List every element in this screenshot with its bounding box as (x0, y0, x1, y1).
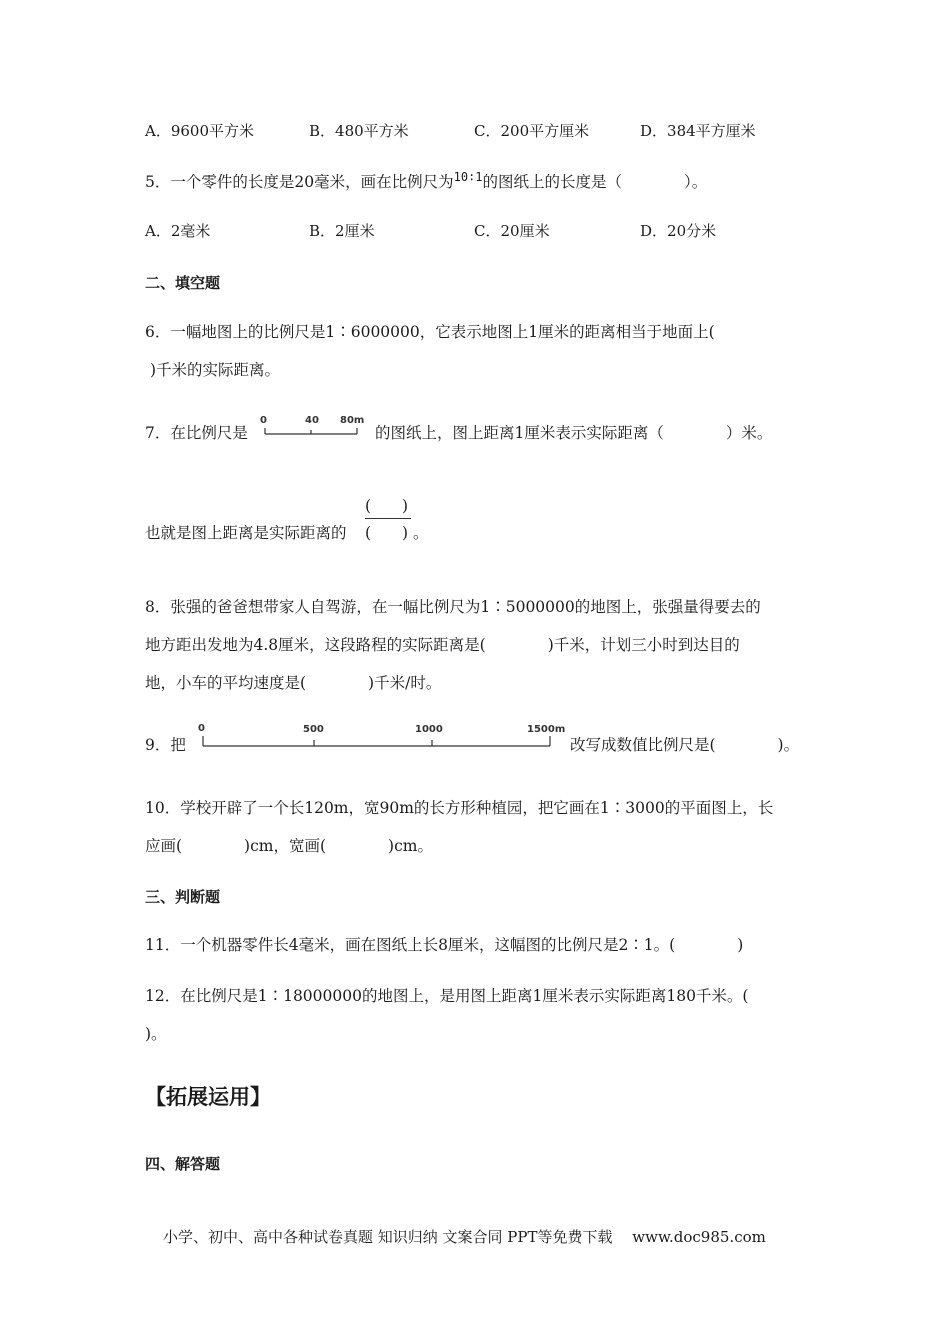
q7-fraction-numerator: ( ) (365, 497, 409, 515)
q7-fraction-denominator: ( ) (365, 524, 409, 542)
q5-ratio: 10∶1 (453, 170, 483, 184)
q6-line-1: 6．一幅地图上的比例尺是1∶6000000，它表示地图上1厘米的距离相当于地面上( (145, 323, 715, 341)
question-5 (145, 172, 707, 193)
section-3-title: 三、判断题 (145, 888, 221, 906)
q7-prefix: 7．在比例尺是 (145, 424, 248, 442)
q4-option-b: B．480平方米 (309, 122, 409, 140)
q9-scale-label-0: 0 (198, 723, 205, 734)
q7-line-2-prefix: 也就是图上距离是实际距离的 (145, 524, 347, 542)
q8-line-1: 8．张强的爸爸想带家人自驾游，在一幅比例尺为1∶5000000的地图上，张强量得要去的 (145, 598, 761, 616)
q5-text-before: 5．一个零件的长度是20毫米，画在比例尺为 (145, 173, 454, 191)
q7-scale-label-80m: 80m (340, 415, 365, 426)
q10-line-1: 10．学校开辟了一个长120m，宽90m的长方形种植园，把它画在1∶3000的平面图上，长 (145, 799, 774, 817)
q8-line-2: 地方距出发地为4.8厘米，这段路程的实际距离是( )千米，计划三小时到达目的 (145, 636, 740, 654)
q12-line-2: )。 (145, 1025, 167, 1043)
q5-option-a: A．2毫米 (145, 222, 211, 240)
page-footer: 小学、初中、高中各种试卷真题 知识归纳 文案合同 PPT等免费下载 www.doc985.com (163, 1228, 766, 1246)
question-11: 11．一个机器零件长4毫米，画在图纸上长8厘米，这幅图的比例尺是2∶1。( ) (145, 936, 744, 954)
q9-suffix: 改写成数值比例尺是( )。 (570, 736, 800, 754)
q9-prefix: 9．把 (145, 736, 186, 754)
q7-scale-label-40: 40 (305, 415, 319, 426)
q5-option-d: D．20分米 (640, 222, 717, 240)
q8-line-3: 地，小车的平均速度是( )千米/时。 (145, 674, 442, 692)
q7-line-scale (258, 412, 368, 440)
extension-heading: 【拓展运用】 (145, 1085, 271, 1109)
q7-fraction-bar (365, 518, 411, 519)
q4-option-d: D．384平方厘米 (640, 122, 756, 140)
q5-text-after: 的图纸上的长度是（ ）。 (482, 173, 708, 191)
q5-option-b: B．2厘米 (309, 222, 375, 240)
q9-scale-label-500: 500 (303, 724, 324, 735)
q6-line-2: )千米的实际距离。 (150, 361, 281, 379)
q4-option-c: C．200平方厘米 (474, 122, 590, 140)
q7-scale-label-0: 0 (260, 415, 267, 426)
q12-line-1: 12．在比例尺是1∶18000000的地图上，是用图上距离1厘米表示实际距离180千米。( (145, 987, 749, 1005)
q9-line-scale (196, 720, 568, 752)
section-4-title: 四、解答题 (145, 1155, 221, 1173)
q9-scale-label-1500m: 1500m (527, 724, 566, 735)
q5-option-c: C．20厘米 (474, 222, 550, 240)
q10-line-2: 应画( )cm，宽画( )cm。 (145, 837, 433, 855)
q9-scale-label-1000: 1000 (415, 724, 443, 735)
q4-option-a: A．9600平方米 (145, 122, 255, 140)
q7-line-2-suffix: 。 (413, 524, 429, 542)
section-2-title: 二、填空题 (145, 274, 221, 292)
q7-suffix: 的图纸上，图上距离1厘米表示实际距离（ ）米。 (375, 424, 773, 442)
